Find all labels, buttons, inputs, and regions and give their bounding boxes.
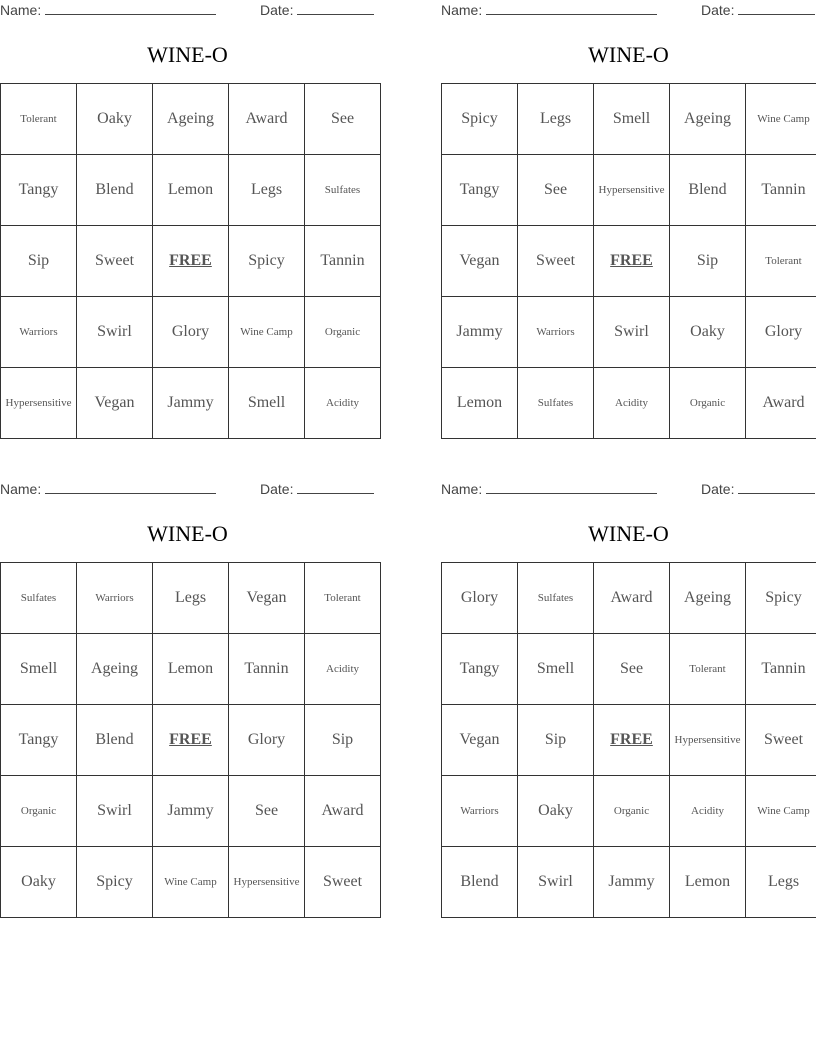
name-line[interactable] xyxy=(45,2,216,15)
date-field[interactable] xyxy=(260,2,374,18)
bingo-cell[interactable]: Lemon xyxy=(670,847,746,918)
date-line[interactable] xyxy=(738,2,815,15)
grid-row xyxy=(442,226,816,297)
grid-row xyxy=(442,368,816,439)
bingo-cell[interactable]: Warriors xyxy=(518,297,594,368)
card-header xyxy=(441,0,816,22)
bingo-cell[interactable]: See xyxy=(518,155,594,226)
bingo-cell[interactable]: Sulfates xyxy=(518,563,594,634)
bingo-cell[interactable]: Tannin xyxy=(746,155,816,226)
date-line[interactable] xyxy=(297,2,374,15)
grid-row xyxy=(1,226,381,297)
grid-row xyxy=(442,705,816,776)
card-title: WINE-O xyxy=(588,521,669,546)
bingo-card-2 xyxy=(441,0,816,411)
date-line[interactable] xyxy=(738,481,815,494)
bingo-cell[interactable]: Tolerant xyxy=(1,84,77,155)
free-space-cell[interactable]: FREE xyxy=(153,705,229,776)
free-space-cell[interactable]: FREE xyxy=(153,226,229,297)
bingo-cell[interactable]: See xyxy=(229,776,305,847)
name-line[interactable] xyxy=(45,481,216,494)
grid-row xyxy=(442,563,816,634)
bingo-cell[interactable]: Hypersensitive xyxy=(1,368,77,439)
bingo-cell[interactable]: Ageing xyxy=(77,634,153,705)
bingo-cell[interactable]: Warriors xyxy=(77,563,153,634)
bingo-grid xyxy=(0,83,381,439)
bingo-cell[interactable]: Legs xyxy=(229,155,305,226)
bingo-cell[interactable]: Sulfates xyxy=(305,155,381,226)
date-line[interactable] xyxy=(297,481,374,494)
date-field[interactable] xyxy=(701,481,815,497)
bingo-grid xyxy=(441,562,816,918)
card-header xyxy=(0,0,375,22)
bingo-cell[interactable]: Lemon xyxy=(153,634,229,705)
bingo-cell[interactable]: Wine Camp xyxy=(746,84,816,155)
bingo-cell[interactable]: See xyxy=(305,84,381,155)
free-space-cell[interactable]: FREE xyxy=(594,705,670,776)
grid-row xyxy=(1,563,381,634)
grid-row xyxy=(442,84,816,155)
bingo-cell[interactable]: Tangy xyxy=(442,155,518,226)
grid-row xyxy=(442,297,816,368)
name-label: Name: xyxy=(441,2,483,18)
bingo-cell[interactable]: Warriors xyxy=(1,297,77,368)
bingo-cell[interactable]: Hypersensitive xyxy=(229,847,305,918)
bingo-cell[interactable]: Tangy xyxy=(1,705,77,776)
bingo-cell[interactable]: Award xyxy=(746,368,816,439)
date-field[interactable] xyxy=(260,481,374,497)
grid-row xyxy=(442,155,816,226)
bingo-cell[interactable]: Tannin xyxy=(229,634,305,705)
bingo-cell[interactable]: Glory xyxy=(746,297,816,368)
grid-row xyxy=(1,297,381,368)
bingo-cell[interactable]: Jammy xyxy=(153,776,229,847)
bingo-cell[interactable]: Blend xyxy=(442,847,518,918)
card-header xyxy=(441,479,816,501)
bingo-cell[interactable]: Spicy xyxy=(442,84,518,155)
name-line[interactable] xyxy=(486,481,657,494)
grid-row xyxy=(1,776,381,847)
bingo-cell[interactable]: Award xyxy=(305,776,381,847)
bingo-cell[interactable]: Vegan xyxy=(77,368,153,439)
grid-row xyxy=(1,155,381,226)
bingo-cell[interactable]: Spicy xyxy=(746,563,816,634)
grid-row xyxy=(1,368,381,439)
bingo-cell[interactable]: Sweet xyxy=(77,226,153,297)
bingo-cell[interactable]: Award xyxy=(229,84,305,155)
bingo-grid xyxy=(0,562,381,918)
grid-row xyxy=(1,634,381,705)
bingo-cell[interactable]: Swirl xyxy=(77,776,153,847)
bingo-cell[interactable]: Organic xyxy=(1,776,77,847)
bingo-cell[interactable]: Spicy xyxy=(229,226,305,297)
bingo-cell[interactable]: Tolerant xyxy=(746,226,816,297)
bingo-cell[interactable]: Blend xyxy=(670,155,746,226)
name-field[interactable] xyxy=(441,481,657,497)
date-label: Date: xyxy=(260,2,294,18)
bingo-cell[interactable]: Sweet xyxy=(746,705,816,776)
bingo-cell[interactable]: Sip xyxy=(1,226,77,297)
bingo-cell[interactable]: Oaky xyxy=(670,297,746,368)
bingo-cell[interactable]: Hypersensitive xyxy=(594,155,670,226)
bingo-cell[interactable]: Smell xyxy=(1,634,77,705)
date-field[interactable] xyxy=(701,2,815,18)
bingo-cell[interactable]: Legs xyxy=(746,847,816,918)
bingo-cell[interactable]: Acidity xyxy=(305,368,381,439)
bingo-cell[interactable]: Ageing xyxy=(670,563,746,634)
bingo-cell[interactable]: Sweet xyxy=(305,847,381,918)
bingo-cell[interactable]: Award xyxy=(594,563,670,634)
bingo-grid xyxy=(441,83,816,439)
bingo-cell[interactable]: Sulfates xyxy=(518,368,594,439)
bingo-cell[interactable]: Organic xyxy=(670,368,746,439)
card-header xyxy=(0,479,375,501)
bingo-cell[interactable]: Tolerant xyxy=(305,563,381,634)
bingo-cell[interactable]: Hypersensitive xyxy=(670,705,746,776)
bingo-cell[interactable]: Sip xyxy=(670,226,746,297)
bingo-cell[interactable]: Acidity xyxy=(670,776,746,847)
bingo-card-1 xyxy=(0,0,375,411)
grid-row xyxy=(1,84,381,155)
bingo-cell[interactable]: Glory xyxy=(442,563,518,634)
bingo-cell[interactable]: Warriors xyxy=(442,776,518,847)
bingo-cell[interactable]: Tannin xyxy=(305,226,381,297)
bingo-cell[interactable]: See xyxy=(594,634,670,705)
bingo-cell[interactable]: Lemon xyxy=(153,155,229,226)
bingo-cell[interactable]: Acidity xyxy=(305,634,381,705)
bingo-cell[interactable]: Vegan xyxy=(442,226,518,297)
bingo-cell[interactable]: Swirl xyxy=(77,297,153,368)
grid-row xyxy=(442,634,816,705)
name-line[interactable] xyxy=(486,2,657,15)
bingo-cell[interactable]: Blend xyxy=(77,705,153,776)
bingo-cell[interactable]: Sip xyxy=(305,705,381,776)
bingo-cell[interactable]: Organic xyxy=(594,776,670,847)
bingo-cell[interactable]: Wine Camp xyxy=(229,297,305,368)
bingo-cell[interactable]: Tolerant xyxy=(670,634,746,705)
bingo-cell[interactable]: Glory xyxy=(229,705,305,776)
bingo-cell[interactable]: Wine Camp xyxy=(153,847,229,918)
bingo-cell[interactable]: Jammy xyxy=(594,847,670,918)
bingo-cell[interactable]: Jammy xyxy=(153,368,229,439)
bingo-cell[interactable]: Glory xyxy=(153,297,229,368)
bingo-cell[interactable]: Legs xyxy=(518,84,594,155)
bingo-cell[interactable]: Sweet xyxy=(518,226,594,297)
name-field[interactable] xyxy=(0,2,216,18)
bingo-cell[interactable]: Ageing xyxy=(670,84,746,155)
date-label: Date: xyxy=(701,2,735,18)
name-label: Name: xyxy=(0,2,42,18)
name-label: Name: xyxy=(441,481,483,497)
bingo-cell[interactable]: Sulfates xyxy=(1,563,77,634)
card-title: WINE-O xyxy=(147,521,228,546)
bingo-cell[interactable]: Sip xyxy=(518,705,594,776)
date-label: Date: xyxy=(260,481,294,497)
bingo-cell[interactable]: Smell xyxy=(229,368,305,439)
bingo-cell[interactable]: Jammy xyxy=(442,297,518,368)
bingo-cell[interactable]: Swirl xyxy=(594,297,670,368)
bingo-cell[interactable]: Tangy xyxy=(1,155,77,226)
bingo-cell[interactable]: Vegan xyxy=(229,563,305,634)
bingo-cell[interactable]: Oaky xyxy=(77,84,153,155)
bingo-cell[interactable]: Vegan xyxy=(442,705,518,776)
bingo-cell[interactable]: Acidity xyxy=(594,368,670,439)
bingo-cell[interactable]: Blend xyxy=(77,155,153,226)
bingo-cell[interactable]: Oaky xyxy=(518,776,594,847)
grid-row xyxy=(1,705,381,776)
bingo-card-3 xyxy=(0,479,375,890)
name-label: Name: xyxy=(0,481,42,497)
bingo-cell[interactable]: Tangy xyxy=(442,634,518,705)
grid-row xyxy=(442,847,816,918)
bingo-cell[interactable]: Legs xyxy=(153,563,229,634)
bingo-cell[interactable]: Spicy xyxy=(77,847,153,918)
date-label: Date: xyxy=(701,481,735,497)
bingo-cell[interactable]: Lemon xyxy=(442,368,518,439)
bingo-cell[interactable]: Smell xyxy=(518,634,594,705)
grid-row xyxy=(442,776,816,847)
bingo-cell[interactable]: Organic xyxy=(305,297,381,368)
card-title: WINE-O xyxy=(147,42,228,67)
grid-row xyxy=(1,847,381,918)
bingo-card-4 xyxy=(441,479,816,890)
card-title: WINE-O xyxy=(588,42,669,67)
bingo-cell[interactable]: Ageing xyxy=(153,84,229,155)
bingo-cell[interactable]: Wine Camp xyxy=(746,776,816,847)
name-field[interactable] xyxy=(0,481,216,497)
bingo-cell[interactable]: Swirl xyxy=(518,847,594,918)
bingo-cell[interactable]: Smell xyxy=(594,84,670,155)
name-field[interactable] xyxy=(441,2,657,18)
bingo-cell[interactable]: Tannin xyxy=(746,634,816,705)
free-space-cell[interactable]: FREE xyxy=(594,226,670,297)
bingo-cell[interactable]: Oaky xyxy=(1,847,77,918)
